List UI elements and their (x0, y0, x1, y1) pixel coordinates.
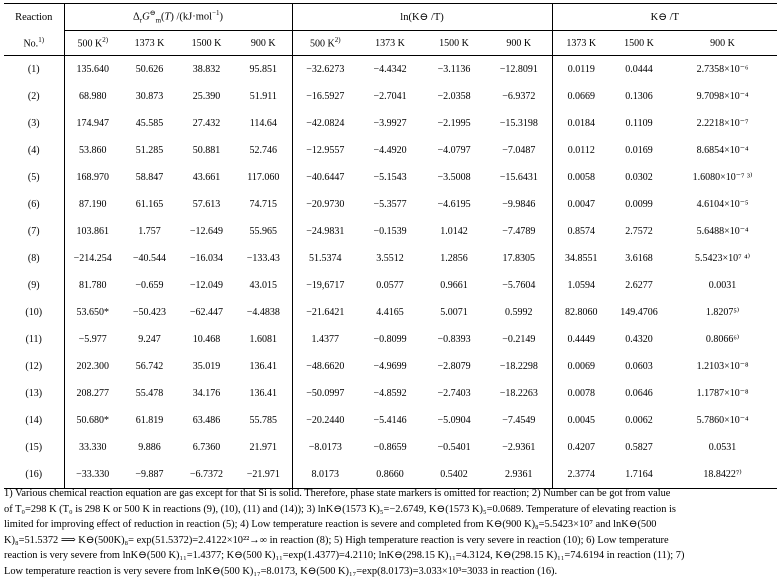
k-cell: 0.4449 (552, 326, 610, 353)
lnk-cell: −12.8091 (499, 64, 538, 75)
gibbs-cell: 53.650* (64, 299, 121, 326)
gibbs-cell: 35.019 (192, 361, 221, 372)
k-cell: 3.6168 (625, 253, 653, 264)
k-cell: 0.0184 (552, 110, 610, 137)
data-table (4, 3, 777, 489)
k-col-2: 1500 K (610, 31, 668, 56)
gibbs-cell: 30.873 (135, 91, 164, 102)
lnk-cell: 4.4165 (376, 307, 404, 318)
reaction-no-cell: (8) (27, 253, 40, 264)
gibbs-cell: 63.486 (192, 415, 221, 426)
l-col-4: 900 K (486, 31, 552, 56)
table-row (4, 56, 777, 84)
lnk-cell: −4.6195 (437, 199, 471, 210)
lnk-cell: −9.9846 (502, 199, 536, 210)
gibbs-cell: 68.980 (64, 83, 121, 110)
gibbs-cell: 58.847 (135, 172, 164, 183)
k-cell: 8.6854×10⁻⁴ (696, 145, 749, 156)
k-header: K⊖ /T (552, 4, 777, 31)
lnk-cell: 17.8305 (502, 253, 536, 264)
reaction-no-cell: (5) (27, 172, 40, 183)
k-cell: 0.0058 (552, 164, 610, 191)
k-cell: 0.0531 (708, 442, 737, 453)
reaction-no-cell: (12) (25, 361, 43, 372)
reaction-no-cell: (1) (27, 64, 40, 75)
lnk-cell: −18.2263 (499, 388, 538, 399)
lnk-cell: −18.2298 (499, 361, 538, 372)
gibbs-cell: 50.881 (192, 145, 221, 156)
lnk-cell: 5.0071 (440, 307, 468, 318)
k-col-3: 900 K (668, 31, 777, 56)
gibbs-cell: 56.742 (135, 361, 164, 372)
lnk-cell: 1.2856 (440, 253, 468, 264)
k-cell: 2.7358×10⁻⁶ (696, 64, 749, 75)
table-row (4, 434, 777, 461)
gibbs-cell: 61.819 (135, 415, 164, 426)
lnk-cell: −5.3577 (373, 199, 407, 210)
k-cell: 0.0062 (625, 415, 653, 426)
k-cell: 0.0078 (552, 380, 610, 407)
k-cell: 9.7098×10⁻⁴ (696, 91, 749, 102)
table-row (4, 137, 777, 164)
gibbs-cell: 27.432 (192, 118, 221, 129)
k-cell: 0.1109 (625, 118, 653, 129)
gibbs-cell: 50.680* (64, 407, 121, 434)
lnk-cell: −50.0997 (292, 380, 358, 407)
reaction-no-cell: (16) (25, 469, 43, 480)
k-cell: 0.0169 (625, 145, 653, 156)
k-cell: 5.6488×10⁻⁴ (696, 226, 749, 237)
gibbs-cell: −12.049 (189, 280, 224, 291)
lnk-cell: 0.9661 (440, 280, 468, 291)
lnk-cell: −42.0824 (292, 110, 358, 137)
gibbs-cell: 9.247 (138, 334, 161, 345)
footnote-line: limited for improving effect of reduction in reaction (5); 4) Low temperature reaction is severe and completed from K⊖(900 K)₈=5.5423×10⁷ and lnK⊖(500 (4, 519, 657, 531)
reaction-no-cell: (2) (27, 91, 40, 102)
gibbs-cell: 1.757 (138, 226, 161, 237)
k-cell: 0.0444 (625, 64, 653, 75)
k-cell: 5.5423×10⁷ ⁴⁾ (695, 253, 751, 264)
footnote-line: Low temperature reaction is very severe from lnK⊖(500 K)₁₇=8.0173, K⊖(500 K)₁₇=exp(8.0173)=3.033×10³=3033 in reaction (16). (4, 565, 558, 577)
k-cell: 0.5827 (625, 442, 653, 453)
k-cell: 2.6277 (625, 280, 653, 291)
gibbs-cell: 52.746 (249, 145, 278, 156)
lnk-cell: 1.0142 (440, 226, 468, 237)
gibbs-cell: −12.649 (189, 226, 224, 237)
lnk-cell: −4.4920 (373, 145, 407, 156)
k-cell: 0.0069 (552, 353, 610, 380)
lnk-cell: −2.7041 (373, 91, 407, 102)
k-cell: 0.0302 (625, 172, 653, 183)
g-col-1: 500 $K^{2)}$ (64, 31, 121, 56)
k-cell: 2.2218×10⁻⁷ (696, 118, 749, 129)
lnk-cell: 1.4377 (292, 326, 358, 353)
k-cell: 0.0047 (552, 191, 610, 218)
lnk-cell: −5.0904 (437, 415, 471, 426)
gibbs-cell: 43.015 (249, 280, 278, 291)
gibbs-cell: 174.947 (64, 110, 121, 137)
lnk-cell: 8.0173 (292, 461, 358, 489)
reaction-no-cell: (6) (27, 199, 40, 210)
lnk-cell: 0.0577 (376, 280, 404, 291)
k-cell: 1.0594 (552, 272, 610, 299)
l-col-2: 1373 K (358, 31, 422, 56)
gibbs-cell: 10.468 (192, 334, 221, 345)
k-cell: 0.1306 (625, 91, 653, 102)
gibbs-cell: 74.715 (249, 199, 278, 210)
gibbs-cell: 95.851 (249, 64, 278, 75)
l-col-3: 1500 K (422, 31, 486, 56)
lnk-cell: −16.5927 (292, 83, 358, 110)
lnk-cell: −4.4342 (373, 64, 407, 75)
gibbs-cell: 51.285 (135, 145, 164, 156)
lnk-cell: −0.8393 (437, 334, 471, 345)
lnk-cell: −3.5008 (437, 172, 471, 183)
lnk-cell: −3.1136 (437, 64, 471, 75)
lnk-cell: −20.9730 (292, 191, 358, 218)
reaction-no-cell: (13) (25, 388, 43, 399)
gibbs-cell: −9.887 (135, 469, 164, 480)
gibbs-cell: 114.64 (249, 118, 277, 129)
gibbs-cell: 50.626 (135, 64, 164, 75)
lnk-cell: −5.7604 (502, 280, 536, 291)
l-col-1: 500 $K^{2)}$ (292, 31, 358, 56)
k-cell: 0.0603 (625, 361, 653, 372)
gibbs-cell: −4.4838 (246, 307, 280, 318)
lnk-cell: 0.8660 (376, 469, 404, 480)
k-cell: 2.3774 (552, 461, 610, 489)
reaction-no-cell: (9) (27, 280, 40, 291)
gibbs-cell: 55.478 (135, 388, 164, 399)
reaction-no-cell: (10) (25, 307, 43, 318)
lnk-cell: −15.3198 (499, 118, 538, 129)
k-cell: 34.8551 (552, 245, 610, 272)
reaction-no-cell: (4) (27, 145, 40, 156)
lnk-cell: 2.9361 (505, 469, 533, 480)
table-row (4, 191, 777, 218)
footnote-line: K)₈=51.5372 ⟹ K⊖(500K)₈= exp(51.5372)=2.4122×10²²→∞ in reaction (8); 5) High temperature reaction is very severe in reaction (10); 6) Low temperature (4, 534, 669, 546)
k-cell: 82.8060 (552, 299, 610, 326)
lnk-cell: −2.9361 (502, 442, 536, 453)
lnk-cell: −4.0797 (437, 145, 471, 156)
reaction-no-cell: (7) (27, 226, 40, 237)
lnk-cell: −3.9927 (373, 118, 407, 129)
gibbs-cell: 208.277 (64, 380, 121, 407)
lnk-cell: −20.2440 (292, 407, 358, 434)
lnk-cell: −7.4789 (502, 226, 536, 237)
table-row (4, 110, 777, 137)
lnk-cell: 0.5402 (440, 469, 468, 480)
footnote-line: reaction is very severe from lnK⊖(500 K)₁₁=1.4377; K⊖(500 K)₁₁=exp(1.4377)=4.2110; lnK⊖(298.15 K)₁₁=4.3124, K⊖(298.15 K)₁₁=74.6194 in reaction (11); 7) (4, 550, 685, 562)
lnk-cell: −48.6620 (292, 353, 358, 380)
lnk-cell: 0.5992 (505, 307, 533, 318)
k-cell: 5.7860×10⁻⁴ (696, 415, 749, 426)
gibbs-cell: 25.390 (192, 91, 221, 102)
gibbs-cell: 136.41 (249, 361, 278, 372)
gibbs-cell: −21.971 (246, 469, 280, 480)
gibbs-cell: −16.034 (189, 253, 224, 264)
gibbs-header: $\Delta_rG^⊖_m(T)$ /(kJ·mol$^{-1}$) (64, 4, 292, 31)
k-cell: 18.8422⁷⁾ (703, 469, 742, 480)
k-cell: 0.0119 (552, 56, 610, 84)
gibbs-cell: 55.965 (249, 226, 278, 237)
gibbs-cell: −133.43 (246, 253, 280, 264)
gibbs-cell: −33.330 (64, 461, 121, 489)
gibbs-cell: 38.832 (192, 64, 221, 75)
gibbs-cell: 6.7360 (192, 442, 221, 453)
table-row (4, 299, 777, 326)
table-row (4, 272, 777, 299)
gibbs-cell: −62.447 (189, 307, 224, 318)
lnk-cell: −7.4549 (502, 415, 536, 426)
no-header: No.$^{1)}$ (4, 31, 64, 56)
reaction-no-cell: (15) (25, 442, 43, 453)
lnk-cell: −0.8099 (373, 334, 407, 345)
k-cell: 0.0646 (625, 388, 653, 399)
gibbs-cell: 1.6081 (249, 334, 278, 345)
gibbs-cell: 168.970 (64, 164, 121, 191)
gibbs-cell: 34.176 (192, 388, 221, 399)
reaction-no-cell: (14) (25, 415, 43, 426)
k-cell: 149.4706 (620, 307, 658, 318)
lnk-cell: −7.0487 (502, 145, 536, 156)
k-cell: 0.0045 (552, 407, 610, 434)
table-row (4, 326, 777, 353)
lnk-cell: −2.0358 (437, 91, 471, 102)
k-cell: 0.4320 (625, 334, 653, 345)
k-cell: 2.7572 (625, 226, 653, 237)
lnk-cell: −0.5401 (437, 442, 471, 453)
lnk-cell: −21.6421 (292, 299, 358, 326)
lnk-cell: −0.1539 (373, 226, 407, 237)
lnk-cell: −4.9699 (373, 361, 407, 372)
gibbs-cell: 43.661 (192, 172, 221, 183)
table-row (4, 407, 777, 434)
gibbs-cell: 9.886 (138, 442, 161, 453)
k-cell: 1.6080×10⁻⁷ ³⁾ (692, 172, 753, 183)
lnk-cell: −2.1995 (437, 118, 471, 129)
reaction-header: Reaction (15, 11, 53, 23)
gibbs-cell: 136.41 (249, 388, 278, 399)
lnk-cell: −2.7403 (437, 388, 471, 399)
lnk-cell: −40.6447 (292, 164, 358, 191)
gibbs-cell: −50.423 (132, 307, 167, 318)
table-row (4, 380, 777, 407)
lnk-cell: −2.8079 (437, 361, 471, 372)
k-cell: 1.8207⁵⁾ (705, 307, 740, 318)
footnote-line: of T₀=298 K (T₀ is 298 K or 500 K in reactions (9), (10), (11) and (14)); 3) lnK⊖(1573 K)₅=−2.6749, K⊖(1573 K)₅=0.0689. Temperature of elevating reaction is (4, 503, 676, 515)
lnk-cell: −19,6717 (292, 272, 358, 299)
gibbs-cell: 33.330 (64, 434, 121, 461)
k-cell: 0.8574 (552, 218, 610, 245)
lnk-header: ln(K⊖ /T) (292, 4, 552, 31)
lnk-cell: −4.8592 (373, 388, 407, 399)
k-cell: 1.1787×10⁻⁸ (696, 388, 749, 399)
reaction-no-cell: (11) (25, 334, 42, 345)
k-cell: 0.0099 (625, 199, 653, 210)
gibbs-cell: 87.190 (64, 191, 121, 218)
lnk-cell: −24.9831 (292, 218, 358, 245)
lnk-cell: −6.9372 (502, 91, 536, 102)
gibbs-cell: 81.780 (64, 272, 121, 299)
k-cell: 1.2103×10⁻⁸ (696, 361, 749, 372)
lnk-cell: −8.0173 (292, 434, 358, 461)
k-cell: 4.6104×10⁻⁵ (696, 199, 749, 210)
k-col-1: 1373 K (552, 31, 610, 56)
lnk-cell: −0.8659 (373, 442, 407, 453)
gibbs-cell: −5.977 (64, 326, 121, 353)
k-cell: 0.0112 (552, 137, 610, 164)
lnk-cell: −12.9557 (292, 137, 358, 164)
k-cell: 1.7164 (625, 469, 653, 480)
table-row (4, 218, 777, 245)
reaction-no-cell: (3) (27, 118, 40, 129)
gibbs-cell: 117.060 (247, 172, 280, 183)
lnk-cell: −15.6431 (499, 172, 538, 183)
k-cell: 0.4207 (552, 434, 610, 461)
lnk-cell: 3.5512 (376, 253, 404, 264)
gibbs-cell: 21.971 (249, 442, 278, 453)
gibbs-cell: −40.544 (132, 253, 167, 264)
g-col-2: 1373 K (121, 31, 178, 56)
gibbs-cell: 135.640 (64, 56, 121, 84)
lnk-cell: −32.6273 (292, 56, 358, 84)
gibbs-cell: −0.659 (135, 280, 164, 291)
lnk-cell: −5.4146 (373, 415, 407, 426)
lnk-cell: −5.1543 (373, 172, 407, 183)
table-row (4, 461, 777, 489)
table-row (4, 164, 777, 191)
gibbs-cell: 45.585 (135, 118, 164, 129)
table-row (4, 353, 777, 380)
gibbs-cell: 202.300 (64, 353, 121, 380)
gibbs-cell: 51.911 (249, 91, 277, 102)
lnk-cell: 51.5374 (292, 245, 358, 272)
gibbs-cell: 53.860 (64, 137, 121, 164)
table-row (4, 245, 777, 272)
gibbs-cell: 55.785 (249, 415, 278, 426)
g-col-4: 900 K (235, 31, 292, 56)
g-col-3: 1500 K (178, 31, 235, 56)
gibbs-cell: −214.254 (64, 245, 121, 272)
table-body (4, 56, 777, 489)
gibbs-cell: 61.165 (135, 199, 164, 210)
k-cell: 0.0031 (708, 280, 737, 291)
footnotes (4, 486, 777, 580)
k-cell: 0.0669 (552, 83, 610, 110)
gibbs-cell: 57.613 (192, 199, 221, 210)
k-cell: 0.8066⁶⁾ (705, 334, 740, 345)
gibbs-cell: −6.7372 (189, 469, 224, 480)
lnk-cell: −0.2149 (502, 334, 536, 345)
gibbs-cell: 103.861 (64, 218, 121, 245)
footnote-line: 1) Various chemical reaction equation are gas except for that Si is solid. Therefore, phase state markers is omitted for reaction; 2) Number can be got from value (4, 488, 671, 499)
table-row (4, 83, 777, 110)
